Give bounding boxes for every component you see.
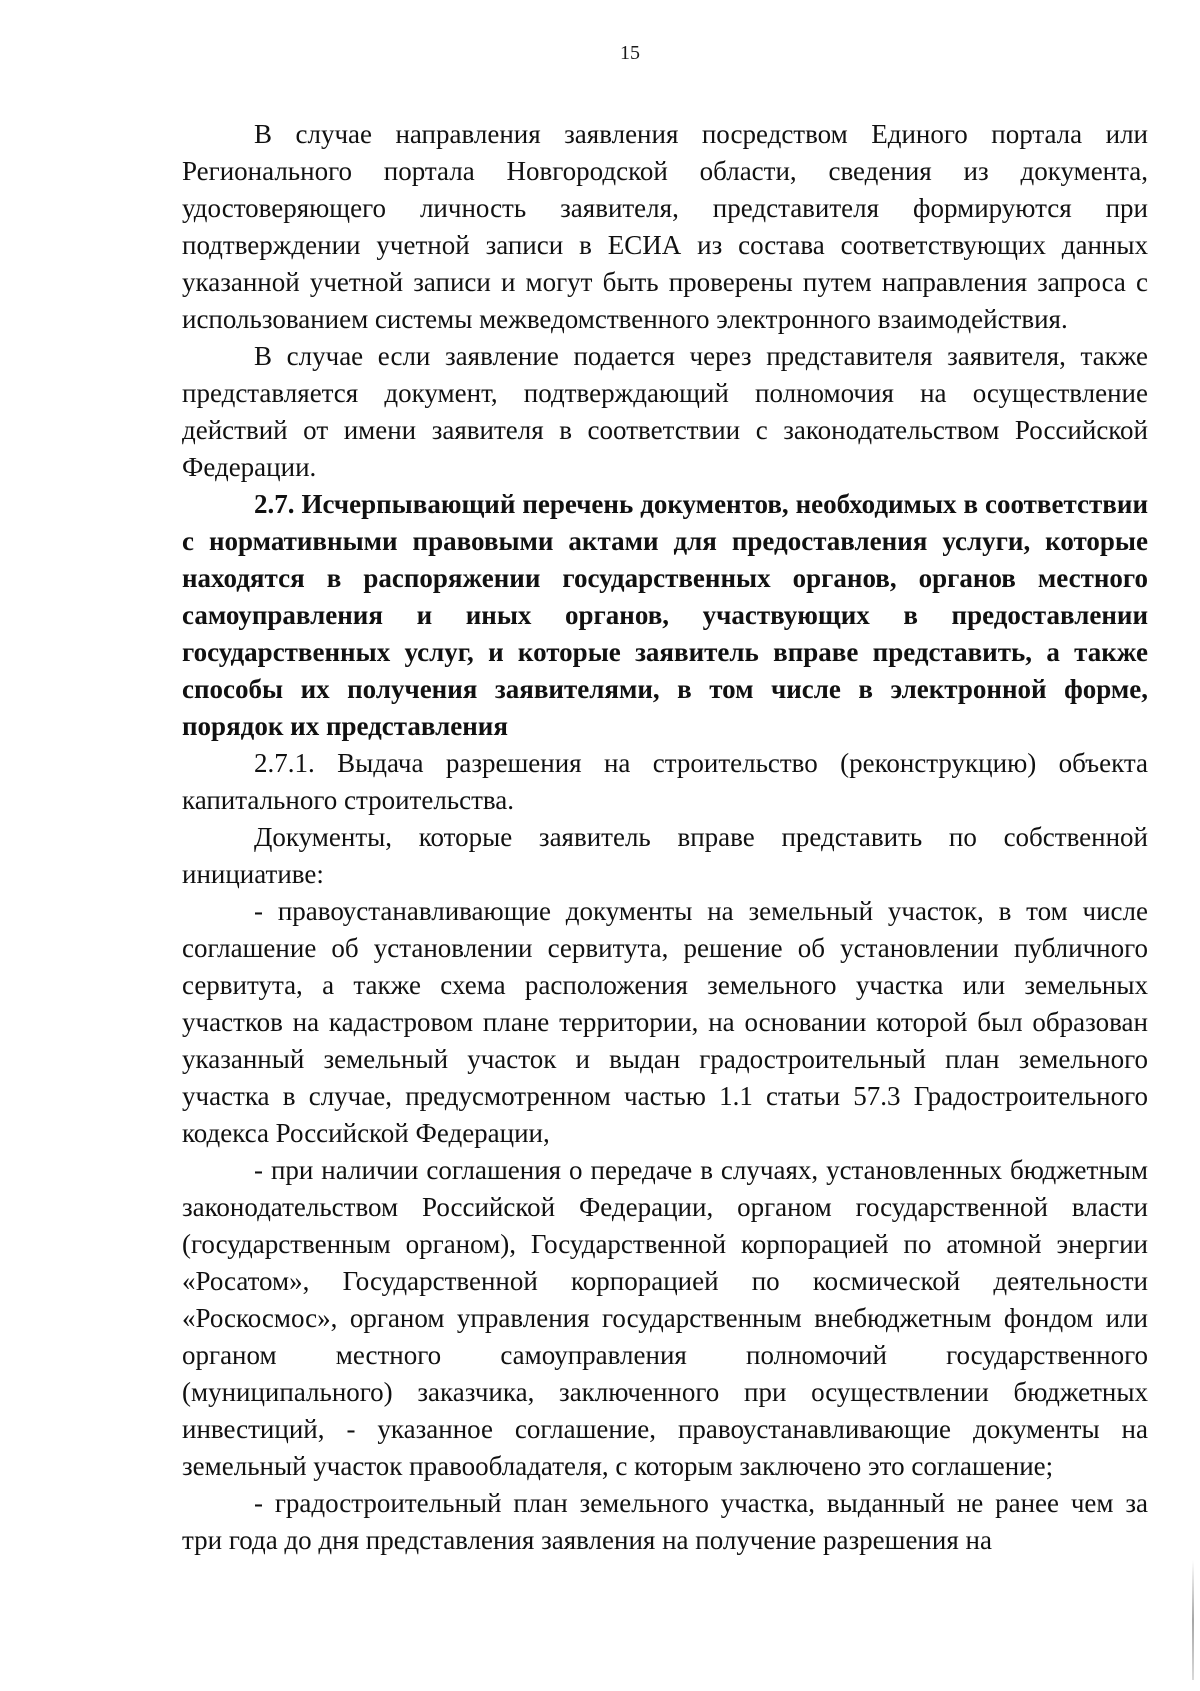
list-item-land-rights: - правоустанавливающие документы на земельный участок, в том числе соглашение об установлении сервитута, решение об установлении публичного сервитута, а также схема расположения земельного участка или земельных участков на кадастровом плане территории, на основании которой был образован указанный земельный участок и выдан градостроительный план земельного участка в случае, предусмотренном частью 1.1 статьи 57.3 Градостроительного кодекса Российской Федерации, <box>182 896 1148 1148</box>
paragraph-documents-intro: Документы, которые заявитель вправе представить по собственной инициативе: <box>182 822 1148 889</box>
page-number: 15 <box>620 42 640 64</box>
scan-edge-mark <box>1192 1560 1194 1680</box>
paragraph-representative: В случае если заявление подается через представителя заявителя, также представляется документ, подтверждающий полномочия на осуществление действий от имени заявителя в соответствии с законодательством Российской Федерации. <box>182 341 1148 482</box>
paragraph-esia: В случае направления заявления посредством Единого портала или Регионального портала Новгородской области, сведения из документа, удостоверяющего личность заявителя, представителя формируются при подтверждении учетной записи в ЕСИА из состава соответствующих данных указанной учетной записи и могут быть проверены путем направления запроса с использованием системы межведомственного электронного взаимодействия. <box>182 119 1148 334</box>
list-item-agreement: - при наличии соглашения о передаче в случаях, установленных бюджетным законодательством Российской Федерации, органом государственной власти (государственным органом), Государственной корпорацией по атомной энергии «Росатом», Государственной корпорацией по космической деятельности «Роскосмос», органом управления государственным внебюджетным фондом или органом местного самоуправления полномочий государственного (муниципального) заказчика, заключенного при осуществлении бюджетных инвестиций, - указанное соглашение, правоустанавливающие документы на земельный участок правообладателя, с которым заключено это соглашение; <box>182 1155 1148 1481</box>
list-item-gpzu: - градостроительный план земельного участка, выданный не ранее чем за три года до дня представления заявления на получение разрешения на <box>182 1488 1148 1555</box>
paragraph-2-7-1: 2.7.1. Выдача разрешения на строительство (реконструкцию) объекта капитального строительства. <box>182 748 1148 815</box>
section-heading-2-7: 2.7. Исчерпывающий перечень документов, необходимых в соответствии с нормативными правовыми актами для предоставления услуги, которые находятся в распоряжении государственных органов, органов местного самоуправления и иных органов, участвующих в предоставлении государственных услуг, и которые заявитель вправе представить, а также способы их получения заявителями, в том числе в электронной форме, порядок их представления <box>182 489 1148 741</box>
document-body <box>182 116 1148 1559</box>
